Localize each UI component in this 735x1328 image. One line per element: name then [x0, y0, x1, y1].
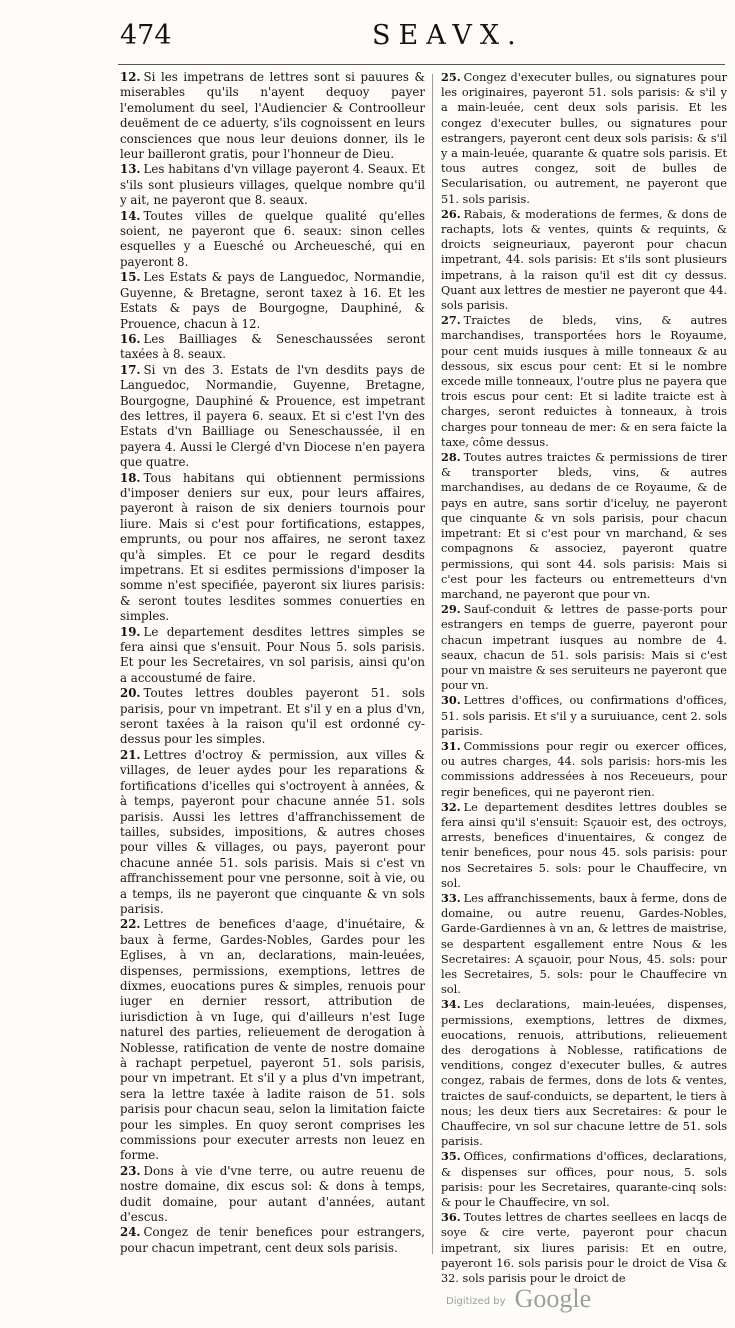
article-number: 33.: [441, 890, 461, 905]
article-number: 12.: [120, 70, 141, 84]
article-text: Toutes lettres de chartes seellees en lacqs de soye & cire verte, payeront pour chacun impetrant, six liures parisis: Et en outre, payeront 16. sols parisis pour le droict de Visa & 32. sols parisis pour le droict de: [441, 1211, 727, 1286]
article-paragraph: [441, 739, 727, 800]
article-paragraph: [441, 602, 727, 693]
article-text: Tous habitans qui obtiennent permissions d'imposer deniers sur eux, pour leurs affaires, payeront à raison de six deniers tournois pour liure. Mais si c'est pour fortifications, estappes, emprunts, ou pour nos affaires, ne seront taxez qu'à simples. Et ce pour le regard desdits impetrans. Et si esdites permissions d'imposer la somme n'est specifiée, payeront six liures parisis: & seront toutes lesdites sommes conuerties en simples.: [120, 470, 425, 624]
article-paragraph: [441, 313, 727, 450]
article-number: 28.: [441, 450, 461, 465]
google-logo: Google: [514, 1284, 592, 1313]
article-number: 32.: [441, 799, 461, 814]
article-text: Lettres d'offices, ou confirmations d'offices, 51. sols parisis. Et s'il y a suruiuance, cent 2. sols parisis.: [441, 694, 727, 738]
article-paragraph: [120, 686, 425, 748]
article-paragraph: [120, 471, 425, 625]
right-column: [441, 70, 727, 1286]
article-text: Les Estats & pays de Languedoc, Normandie, Guyenne, & Bretagne, seront taxez à 16. Et les Estats & pays de Bourgogne, Dauphiné, & Prouence, chacun à 12.: [120, 270, 425, 331]
article-text: Toutes lettres doubles payeront 51. sols parisis, pour vn impetrant. Et s'il y en a plus d'vn, seront taxées à la raison qu'il est ordonné cy-dessus pour les simples.: [120, 686, 425, 747]
article-text: Les declarations, main-leuées, dispenses, permissions, exemptions, lettres de dixmes, euocations, renuois, attributions, relieuement des derogations à Noblesse, ratifications de venditions, congez d'executer bulles, & autres congez, rabais de fermes, dons de lots & ventes, traictes de sauf-conduicts, se departent, le tiers à nous; les deux tiers aux Secretaires: & pour le Chauffecire, vn sol sur chacune lettre de 51. sols parisis.: [441, 998, 727, 1149]
article-number: 18.: [120, 470, 141, 485]
article-paragraph: [441, 450, 727, 602]
article-paragraph: [441, 70, 727, 207]
article-paragraph: [441, 1210, 727, 1286]
article-paragraph: [120, 1164, 425, 1226]
article-text: Congez de tenir benefices pour estrangers, pour chacun impetrant, cent deux sols parisis.: [120, 1225, 425, 1255]
article-number: 14.: [120, 208, 141, 223]
article-number: 15.: [120, 270, 141, 285]
watermark-prefix: Digitized by: [446, 1296, 506, 1307]
article-paragraph: [441, 891, 727, 997]
article-text: Lettres de benefices d'aage, d'inuétaire, & baux à ferme, Gardes-Nobles, Gardes pour les Eglises, à vn an, declarations, main-leuées, dispenses, permissions, exemptions, lettres de dixmes, euocations pures & simples, renuois pour iuger en dernier ressort, attribution de iurisdiction à vn Iuge, qui d'ailleurs n'est Iuge naturel des parties, relieuement de derogation à Noblesse, ratification de vente de nostre domaine à rachapt perpetuel, payeront 51. sols parisis, pour vn impetrant. Et s'il y a plus d'vn impetrant, sera la lettre taxée à ladite raison de 51. sols parisis pour chacun seau, selon la limitation faicte pour les simples. En quoy seront comprises les commissions pour executer arrests non leuez en forme.: [120, 917, 425, 1163]
article-paragraph: [120, 162, 425, 208]
header-rule: [118, 64, 725, 65]
article-number: 36.: [441, 1210, 461, 1225]
article-paragraph: [120, 363, 425, 471]
article-text: Offices, confirmations d'offices, declarations, & dispenses sur offices, pour nous, 5. sols parisis: pour les Secretaires, quarante-cinq sols: & pour le Chauffecire, vn sol.: [441, 1150, 727, 1210]
article-number: 13.: [120, 162, 141, 177]
article-paragraph: [441, 207, 727, 313]
running-title: SEAVX.: [372, 20, 524, 51]
article-text: Sauf-conduit & lettres de passe-ports pour estrangers en temps de guerre, payeront pour chacun impetrant iusques au nombre de 4. seaux, chacun de 51. sols parisis: Mais si c'est pour vn maistre & ses seruiteurs ne payeront que pour vn.: [441, 603, 727, 693]
left-column: [120, 70, 425, 1260]
article-number: 19.: [120, 624, 141, 639]
article-number: 31.: [441, 738, 461, 753]
article-text: Si les impetrans de lettres sont si pauures & miserables qu'ils n'ayent dequoy payer l'emolument du seel, l'Audiencier & Controolleur deuëment de ce aduerty, s'ils cognoissent en leurs consciences que nous leur deuions donner, ils le leur bailleront gratis, pour l'honneur de Dieu.: [120, 70, 425, 162]
article-number: 35.: [441, 1149, 461, 1164]
article-text: Toutes autres traictes & permissions de tirer & transporter bleds, vins, & autres marchandises, au dedans de ce Royaume, & de pays en autre, sans sortir d'iceluy, ne payeront que cinquante & vn sols parisis, pour chacun impetrant: Et si c'est pour vn marchand, & ses compagnons & associez, payeront quatre permissions, qui sont 44. sols parisis: Mais si c'est pour les facteurs ou entremetteurs d'vn marchand, ne payeront que pour vn.: [441, 451, 727, 601]
article-paragraph: [120, 625, 425, 687]
article-paragraph: [441, 997, 727, 1149]
article-paragraph: [120, 70, 425, 162]
article-number: 16.: [120, 331, 141, 346]
article-paragraph: [441, 693, 727, 739]
page-number: 474: [120, 20, 172, 51]
article-number: 30.: [441, 693, 461, 708]
article-text: Lettres d'octroy & permission, aux villes & villages, de leuer aydes pour les reparations & fortifications d'icelles qui s'octroyent à années, & à temps, payeront pour chacune année 51. sols parisis. Aussi les lettres d'affranchissement de tailles, subsides, impositions, & autres choses pour villes & villages, ou pays, payeront pour chacune année 51. sols parisis. Mais si c'est vn affranchissement pour vne personne, soit à vie, ou a temps, ils ne payeront que cinquante & vn sols parisis.: [120, 747, 425, 916]
article-text: Si vn des 3. Estats de l'vn desdits pays de Languedoc, Normandie, Guyenne, Bretagne, Bourgogne, Dauphiné & Prouence, est impetrant des lettres, il payera 6. seaux. Et si c'est l'vn des Estats d'vn Bailliage ou Seneschaussée, il en payera 4. Aussi le Clergé d'vn Diocese n'en payera que quatre.: [120, 362, 425, 470]
article-number: 17.: [120, 362, 141, 377]
article-paragraph: [441, 800, 727, 891]
article-number: 25.: [441, 70, 461, 84]
article-text: Les Bailliages & Seneschaussées seront taxées à 8. seaux.: [120, 331, 425, 362]
page-header: [120, 20, 725, 60]
article-number: 24.: [120, 1225, 141, 1240]
article-paragraph: [120, 748, 425, 917]
article-number: 20.: [120, 686, 141, 701]
article-number: 34.: [441, 997, 461, 1012]
article-text: Commissions pour regir ou exercer offices, ou autres charges, 44. sols parisis: hors-mis les commissions addressées à nos Receueurs, pour regir benefices, qui ne payeront rien.: [441, 739, 727, 799]
article-paragraph: [120, 270, 425, 332]
article-number: 29.: [441, 602, 461, 617]
article-text: Le departement desdites lettres simples se fera ainsi que s'ensuit. Pour Nous 5. sols parisis. Et pour les Secretaires, vn sol parisis, ainsi qu'on a accoustumé de faire.: [120, 624, 425, 685]
article-text: Les affranchissements, baux à ferme, dons de domaine, ou autre reuenu, Gardes-Nobles, Garde-Gardiennes à vn an, & lettres de maistrise, se despartent esgallement entre Nous & les Secretaires: A sçauoir, pour Nous, 45. sols: pour les Secretaires, 5. sols: pour le Chauffecire vn sol.: [441, 891, 727, 997]
article-paragraph: [120, 1225, 425, 1256]
column-divider: [432, 74, 433, 1254]
article-text: Le departement desdites lettres doubles se fera ainsi qu'il s'ensuit: Sçauoir est, des octroys, arrests, benefices d'inuentaires, & congez de tenir benefices, pour nous 45. sols parisis: pour nos Secretaires 5. sols: pour le Chauffecire, vn sol.: [441, 800, 727, 890]
article-paragraph: [120, 209, 425, 271]
article-number: 21.: [120, 747, 141, 762]
article-text: Toutes villes de quelque qualité qu'elles soient, ne payeront que 6. seaux: sinon celles esquelles y a Euesché ou Archeuesché, qui en payeront 8.: [120, 208, 425, 269]
article-text: Congez d'executer bulles, ou signatures pour les originaires, payeront 51. sols parisis: & s'il y a main-leuée, cent deux sols parisis. Et les congez d'executer bulles, ou signatures pour estrangers, payeront cent deux sols parisis: & s'il y a main-leuée, quarante & quatre sols parisis. Et tous autres congez, soit de bulles de Secularisation, ou autrement, ne payeront que 51. sols parisis.: [441, 71, 727, 206]
article-text: Traictes de bleds, vins, & autres marchandises, transportées hors le Royaume, pour cent muids iusques à mille tonneaux & au dessous, six escus pour cent: Et si le nombre excede mille tonneaux, l'outre plus ne payera que trois escus pour cent: Et si ladite traicte est à charges, seront reduictes à tonneaux, à trois charges pour tonneau de mer: & en sera faicte la taxe, côme dessus.: [441, 314, 727, 449]
article-text: Les habitans d'vn village payeront 4. Seaux. Et s'ils sont plusieurs villages, quelque nombre qu'il y ait, ne payeront que 8. seaux.: [120, 162, 425, 208]
digitized-watermark: [446, 1284, 646, 1314]
article-number: 26.: [441, 206, 461, 221]
article-number: 27.: [441, 313, 461, 328]
article-text: Rabais, & moderations de fermes, & dons de rachapts, lots & ventes, quints & requints, & droicts seigneuriaux, payeront pour chacun impetrant, 44. sols parisis: Et s'ils sont plusieurs impetrans, à la raison qu'il est dit cy dessus. Quant aux lettres de mestier ne payeront que 44. sols parisis.: [441, 207, 727, 313]
article-paragraph: [120, 332, 425, 363]
article-paragraph: [441, 1149, 727, 1210]
article-number: 23.: [120, 1163, 141, 1178]
article-paragraph: [120, 917, 425, 1164]
article-number: 22.: [120, 917, 141, 932]
article-text: Dons à vie d'vne terre, ou autre reuenu de nostre domaine, dix escus sol: & dons à temps, dudit domaine, pour autant d'années, autant d'escus.: [120, 1163, 425, 1225]
